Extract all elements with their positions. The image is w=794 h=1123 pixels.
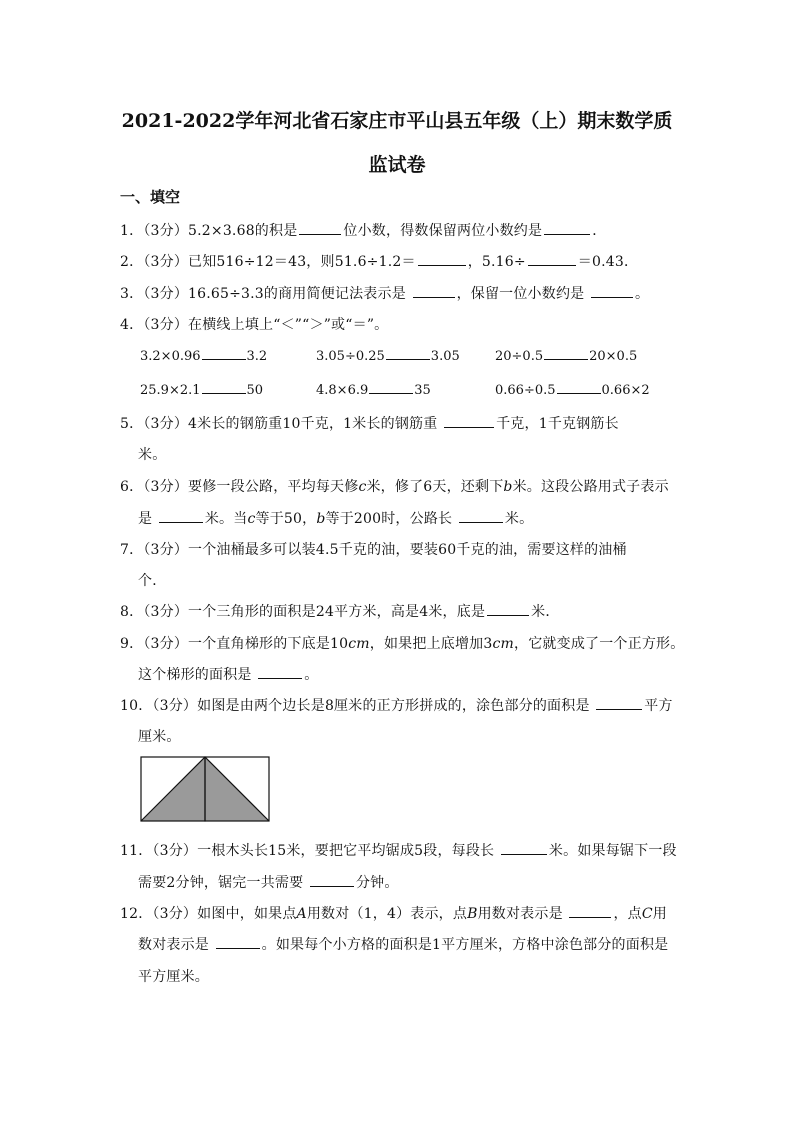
question-7-cont: 个． <box>138 573 167 589</box>
answer-blank[interactable] <box>444 415 494 428</box>
answer-blank[interactable] <box>591 285 633 298</box>
two-squares-figure <box>140 756 270 822</box>
question-12-cont: 数对表示是 。如果每个小方格的面积是1平方厘米，方格中涂色部分的面积是 <box>138 937 669 953</box>
question-6: 6．（3分）要修一段公路，平均每天修c米，修了6天，还剩下b米。这段公路用式子表示 <box>120 479 669 495</box>
answer-blank[interactable] <box>557 381 601 394</box>
answer-blank[interactable] <box>202 381 246 394</box>
answer-blank[interactable] <box>159 510 203 523</box>
question-7: 7．（3分）一个油桶最多可以装4.5千克的油，要装60千克的油，需要这样的油桶 <box>120 542 627 558</box>
answer-blank[interactable] <box>459 510 503 523</box>
question-1: 1．（3分）5.2×3.68的积是 位小数，得数保留两位小数约是 ． <box>120 223 607 239</box>
compare-item: 3.05÷0.25 3.05 <box>316 349 460 364</box>
answer-blank[interactable] <box>369 381 413 394</box>
answer-blank[interactable] <box>310 874 354 887</box>
question-12-cont2: 平方厘米。 <box>138 969 209 985</box>
answer-blank[interactable] <box>544 222 590 235</box>
page-title-cont: 监试卷 <box>368 154 426 176</box>
question-8: 8．（3分）一个三角形的面积是24平方米，高是4米，底是 米． <box>120 604 560 620</box>
question-4: 4．（3分）在横线上填上“＜”“＞”或“＝”。 <box>120 317 389 333</box>
section-heading: 一、填空 <box>120 188 181 206</box>
question-10: 10．（3分）如图是由两个边长是8厘米的正方形拼成的，涂色部分的面积是 平方 <box>120 698 673 714</box>
question-5-cont: 米。 <box>138 447 167 463</box>
answer-blank[interactable] <box>569 905 611 918</box>
answer-blank[interactable] <box>386 347 430 360</box>
question-5: 5．（3分）4米长的钢筋重10千克，1米长的钢筋重 千克，1千克钢筋长 <box>120 416 619 432</box>
answer-blank[interactable] <box>487 603 529 616</box>
compare-item: 25.9×2.1 50 <box>140 383 264 398</box>
compare-item: 3.2×0.96 3.2 <box>140 349 268 364</box>
question-6-cont: 是 米。当c等于50，b等于200时，公路长 米。 <box>138 511 534 527</box>
answer-blank[interactable] <box>501 842 547 855</box>
answer-blank[interactable] <box>544 347 588 360</box>
compare-item: 20÷0.5 20×0.5 <box>495 349 638 364</box>
question-9: 9．（3分）一个直角梯形的下底是10cm，如果把上底增加3cm，它就变成了一个正方形。 <box>120 636 685 652</box>
answer-blank[interactable] <box>596 697 642 710</box>
question-11-cont: 需要2分钟，锯完一共需要 分钟。 <box>138 875 399 891</box>
question-3: 3．（3分）16.65÷3.3的商用简便记法表示是 ，保留一位小数约是 。 <box>120 286 650 302</box>
answer-blank[interactable] <box>202 347 246 360</box>
answer-blank[interactable] <box>528 253 576 266</box>
question-10-cont: 厘米。 <box>138 729 181 745</box>
compare-item: 4.8×6.9 35 <box>316 383 431 398</box>
answer-blank[interactable] <box>418 253 466 266</box>
question-9-cont: 这个梯形的面积是 。 <box>138 667 319 683</box>
page-title: 2021-2022学年河北省石家庄市平山县五年级（上）期末数学质 <box>121 110 673 132</box>
compare-item: 0.66÷0.5 0.66×2 <box>495 383 650 398</box>
question-2: 2．（3分）已知516÷12＝43，则51.6÷1.2＝ ，5.16÷ ＝0.43． <box>120 254 639 270</box>
question-12: 12．（3分）如图中，如果点A用数对（1，4）表示，点B用数对表示是 ，点C用 <box>120 906 667 922</box>
answer-blank[interactable] <box>299 222 341 235</box>
answer-blank[interactable] <box>216 936 260 949</box>
answer-blank[interactable] <box>258 666 302 679</box>
answer-blank[interactable] <box>413 285 455 298</box>
question-11: 11．（3分）一根木头长15米，要把它平均锯成5段，每段长 米。如果每锯下一段 <box>120 843 677 859</box>
